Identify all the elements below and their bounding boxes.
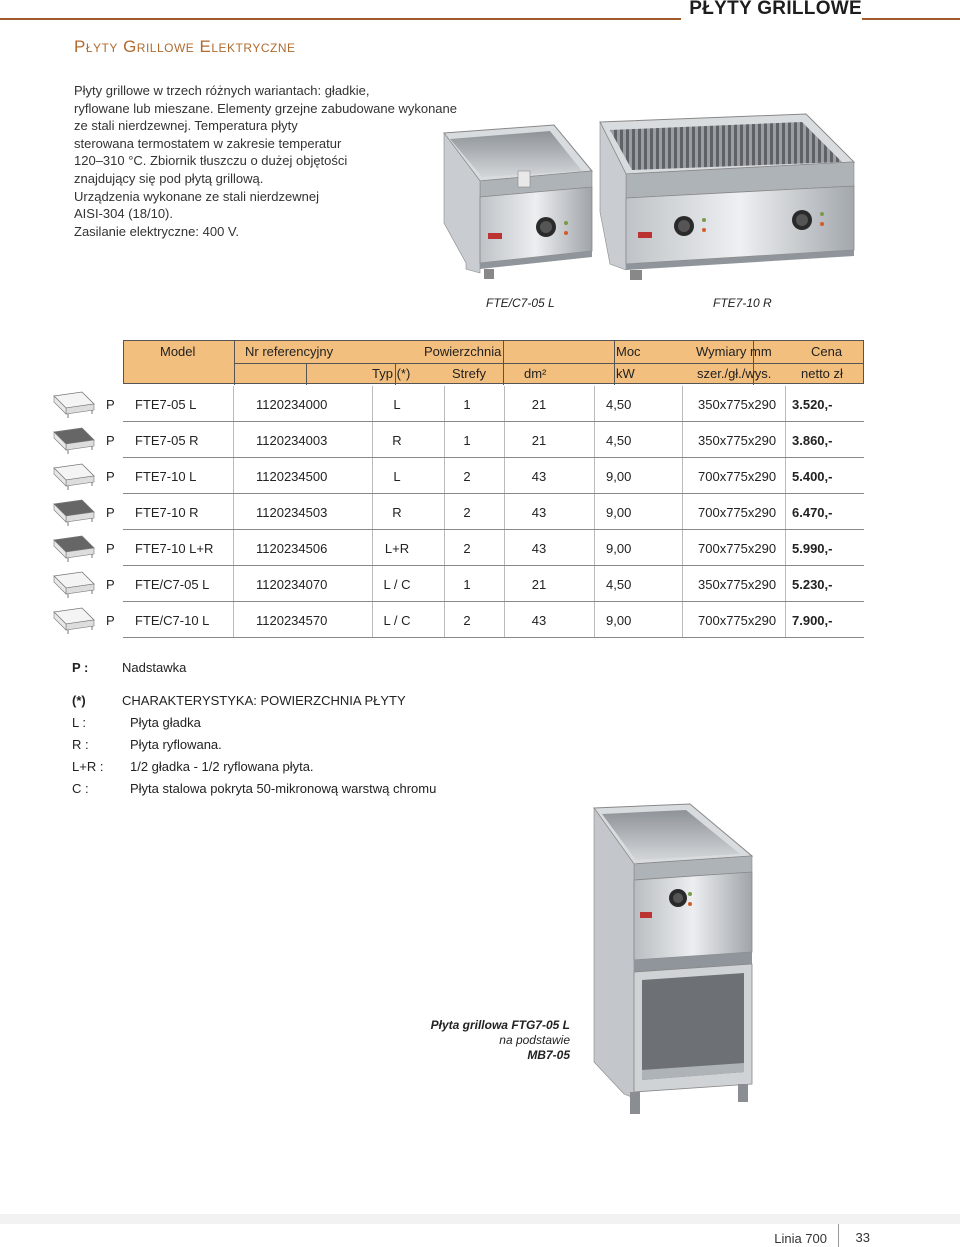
row-col-separator bbox=[233, 602, 234, 638]
legend-val-lr: 1/2 gładka - 1/2 ryflowana płyta. bbox=[130, 759, 314, 774]
cell-area: 43 bbox=[531, 469, 547, 484]
cell-dims: 700x775x290 bbox=[698, 613, 777, 628]
header-dm2: dm² bbox=[524, 366, 547, 381]
cell-dims: 700x775x290 bbox=[698, 505, 777, 520]
grill-thumbnail-icon bbox=[52, 604, 96, 636]
row-divider bbox=[123, 637, 864, 638]
row-col-separator bbox=[594, 530, 595, 566]
grill-thumbnail-icon bbox=[52, 568, 96, 600]
product-image-ftg7-05-l bbox=[586, 802, 756, 1122]
intro-line: Zasilanie elektryczne: 400 V. bbox=[74, 223, 240, 239]
cell-ref: 1120234503 bbox=[256, 505, 328, 520]
intro-line: znajdujący się pod płytą grillową. bbox=[74, 170, 264, 186]
intro-line: ryflowane lub mieszane. Elementy grzejne zabudowane wykonane bbox=[74, 100, 457, 116]
row-col-separator bbox=[785, 530, 786, 566]
cell-kw: 4,50 bbox=[606, 433, 632, 448]
table-row bbox=[52, 530, 864, 566]
intro-line: sterowana termostatem w zakresie temperatur bbox=[74, 135, 342, 151]
cell-area: 21 bbox=[531, 433, 547, 448]
cell-ref: 1120234070 bbox=[256, 577, 328, 592]
legend-key-l: L : bbox=[72, 715, 86, 730]
cell-model: FTE/C7-05 L bbox=[135, 577, 210, 592]
cell-type: R bbox=[392, 433, 402, 448]
product-caption: FTE/C7-05 L bbox=[486, 296, 555, 310]
bottom-caption-line1: Płyta grillowa FTG7-05 L bbox=[430, 1018, 570, 1032]
cell-p: P bbox=[106, 505, 115, 520]
cell-ref: 1120234000 bbox=[256, 397, 328, 412]
product-caption: FTE7-10 R bbox=[713, 296, 772, 310]
cell-model: FTE7-10 R bbox=[135, 505, 199, 520]
row-col-separator bbox=[785, 458, 786, 494]
legend-val-star: CHARAKTERYSTYKA: POWIERZCHNIA PŁYTY bbox=[122, 693, 406, 708]
row-col-separator bbox=[233, 566, 234, 602]
row-col-separator bbox=[682, 530, 683, 566]
grill-thumbnail-icon bbox=[52, 460, 96, 492]
legend-val-p: Nadstawka bbox=[122, 660, 187, 675]
cell-type: L+R bbox=[384, 541, 410, 556]
cell-kw: 4,50 bbox=[606, 397, 632, 412]
cell-zones: 1 bbox=[463, 397, 471, 412]
cell-type: R bbox=[392, 505, 402, 520]
cell-price: 5.990,- bbox=[792, 541, 833, 556]
cell-p: P bbox=[106, 397, 115, 412]
row-col-separator bbox=[594, 494, 595, 530]
row-col-separator bbox=[682, 458, 683, 494]
product-image-fte-c7-05-l bbox=[436, 123, 596, 281]
row-col-separator bbox=[682, 494, 683, 530]
cell-price: 5.400,- bbox=[792, 469, 833, 484]
footer bbox=[0, 1214, 960, 1247]
header-col-separator bbox=[503, 341, 504, 385]
header-dims: Wymiary mm bbox=[696, 344, 772, 359]
legend-val-l: Płyta gładka bbox=[130, 715, 201, 730]
header-col-separator bbox=[614, 341, 615, 385]
legend-key-r: R : bbox=[72, 737, 89, 752]
table-row bbox=[52, 566, 864, 602]
cell-area: 21 bbox=[531, 397, 547, 412]
row-col-separator bbox=[785, 602, 786, 638]
row-col-separator bbox=[594, 458, 595, 494]
row-col-separator bbox=[785, 566, 786, 602]
cell-model: FTE/C7-10 L bbox=[135, 613, 210, 628]
cell-type: L / C bbox=[383, 613, 411, 628]
row-col-separator bbox=[594, 422, 595, 458]
bottom-caption-line3: MB7-05 bbox=[527, 1048, 570, 1062]
intro-line: ze stali nierdzewnej. Temperatura płyty bbox=[74, 118, 298, 134]
product-image-fte7-10-r bbox=[596, 112, 858, 282]
cell-area: 43 bbox=[531, 541, 547, 556]
legend-val-c: Płyta stalowa pokryta 50-mikronową warstwą chromu bbox=[130, 781, 437, 796]
cell-dims: 350x775x290 bbox=[698, 433, 777, 448]
row-col-separator bbox=[682, 386, 683, 422]
cell-area: 43 bbox=[531, 613, 547, 628]
cell-dims: 700x775x290 bbox=[698, 469, 777, 484]
legend-val-r: Płyta ryflowana. bbox=[130, 737, 222, 752]
cell-p: P bbox=[106, 541, 115, 556]
header-col-separator bbox=[306, 363, 307, 385]
legend-key-lr: L+R : bbox=[72, 759, 104, 774]
page-number: 33 bbox=[855, 1230, 870, 1245]
legend-key-star: (*) bbox=[72, 693, 86, 708]
cell-area: 21 bbox=[531, 577, 547, 592]
cell-kw: 9,00 bbox=[606, 469, 632, 484]
cell-kw: 9,00 bbox=[606, 613, 632, 628]
cell-model: FTE7-10 L bbox=[135, 469, 197, 484]
cell-ref: 1120234506 bbox=[256, 541, 328, 556]
table-row bbox=[52, 458, 864, 494]
footer-series: Linia 700 bbox=[774, 1231, 827, 1246]
table-row bbox=[52, 494, 864, 530]
section-title: Płyty Grillowe Elektryczne bbox=[74, 37, 296, 56]
cell-dims: 350x775x290 bbox=[698, 577, 777, 592]
intro-line: Płyty grillowe w trzech różnych wariantach: gładkie, bbox=[74, 83, 370, 98]
header-model: Model bbox=[160, 344, 196, 359]
cell-area: 43 bbox=[531, 505, 547, 520]
cell-zones: 2 bbox=[463, 469, 471, 484]
row-col-separator bbox=[785, 422, 786, 458]
cell-zones: 2 bbox=[463, 505, 471, 520]
row-col-separator bbox=[785, 494, 786, 530]
grill-thumbnail-icon bbox=[52, 424, 96, 456]
row-col-separator bbox=[682, 422, 683, 458]
footer-separator bbox=[838, 1224, 839, 1247]
cell-kw: 9,00 bbox=[606, 541, 632, 556]
cell-p: P bbox=[106, 613, 115, 628]
row-col-separator bbox=[233, 386, 234, 422]
header-kw: kW bbox=[616, 366, 635, 381]
row-col-separator bbox=[594, 566, 595, 602]
row-col-separator bbox=[785, 386, 786, 422]
cell-zones: 1 bbox=[463, 433, 471, 448]
cell-kw: 4,50 bbox=[606, 577, 632, 592]
header-power: Moc bbox=[616, 344, 641, 359]
header-dims-sub: szer./gł./wys. bbox=[697, 366, 772, 381]
table-header bbox=[123, 340, 864, 384]
cell-zones: 1 bbox=[463, 577, 471, 592]
row-col-separator bbox=[682, 602, 683, 638]
bottom-caption-line2: na podstawie bbox=[499, 1033, 570, 1047]
row-col-separator bbox=[233, 494, 234, 530]
header-ref: Nr referencyjny bbox=[245, 344, 334, 359]
cell-model: FTE7-05 L bbox=[135, 397, 197, 412]
table-row bbox=[52, 386, 864, 422]
cell-dims: 350x775x290 bbox=[698, 397, 777, 412]
header-type: Typ (*) bbox=[372, 366, 411, 381]
intro-line: AISI-304 (18/10). bbox=[74, 206, 173, 222]
header-surface: Powierzchnia bbox=[424, 344, 502, 359]
row-col-separator bbox=[233, 422, 234, 458]
grill-thumbnail-icon bbox=[52, 496, 96, 528]
header-price-sub: netto zł bbox=[801, 366, 843, 381]
header-price: Cena bbox=[811, 344, 843, 359]
row-col-separator bbox=[682, 566, 683, 602]
cell-type: L bbox=[393, 469, 401, 484]
cell-model: FTE7-10 L+R bbox=[135, 541, 214, 556]
cell-ref: 1120234500 bbox=[256, 469, 328, 484]
cell-price: 6.470,- bbox=[792, 505, 833, 520]
cell-p: P bbox=[106, 577, 115, 592]
cell-price: 7.900,- bbox=[792, 613, 833, 628]
cell-ref: 1120234003 bbox=[256, 433, 328, 448]
cell-kw: 9,00 bbox=[606, 505, 632, 520]
page-header-title: PŁYTY GRILLOWE bbox=[681, 0, 862, 20]
grill-thumbnail-icon bbox=[52, 388, 96, 420]
cell-type: L bbox=[393, 397, 401, 412]
row-col-separator bbox=[594, 602, 595, 638]
table-row bbox=[52, 422, 864, 458]
grill-thumbnail-icon bbox=[52, 532, 96, 564]
intro-line: Urządzenia wykonane ze stali nierdzewnej bbox=[74, 188, 319, 204]
legend-key-c: C : bbox=[72, 781, 89, 796]
header-zones: Strefy bbox=[452, 366, 486, 381]
row-col-separator bbox=[233, 458, 234, 494]
cell-p: P bbox=[106, 469, 115, 484]
cell-type: L / C bbox=[383, 577, 411, 592]
bottom-caption bbox=[420, 1018, 570, 1063]
cell-zones: 2 bbox=[463, 541, 471, 556]
intro-text bbox=[74, 82, 459, 240]
cell-dims: 700x775x290 bbox=[698, 541, 777, 556]
row-col-separator bbox=[594, 386, 595, 422]
legend-key-p: P : bbox=[72, 660, 89, 675]
row-col-separator bbox=[233, 530, 234, 566]
cell-p: P bbox=[106, 433, 115, 448]
cell-price: 3.860,- bbox=[792, 433, 833, 448]
cell-price: 5.230,- bbox=[792, 577, 833, 592]
footer-bar bbox=[0, 1214, 960, 1224]
cell-ref: 1120234570 bbox=[256, 613, 328, 628]
cell-model: FTE7-05 R bbox=[135, 433, 199, 448]
cell-zones: 2 bbox=[463, 613, 471, 628]
cell-price: 3.520,- bbox=[792, 397, 833, 412]
header-divider bbox=[234, 363, 863, 364]
table-row bbox=[52, 602, 864, 638]
header-col-separator bbox=[234, 341, 235, 385]
intro-line: 120–310 °C. Zbiornik tłuszczu o dużej objętości bbox=[74, 153, 348, 169]
